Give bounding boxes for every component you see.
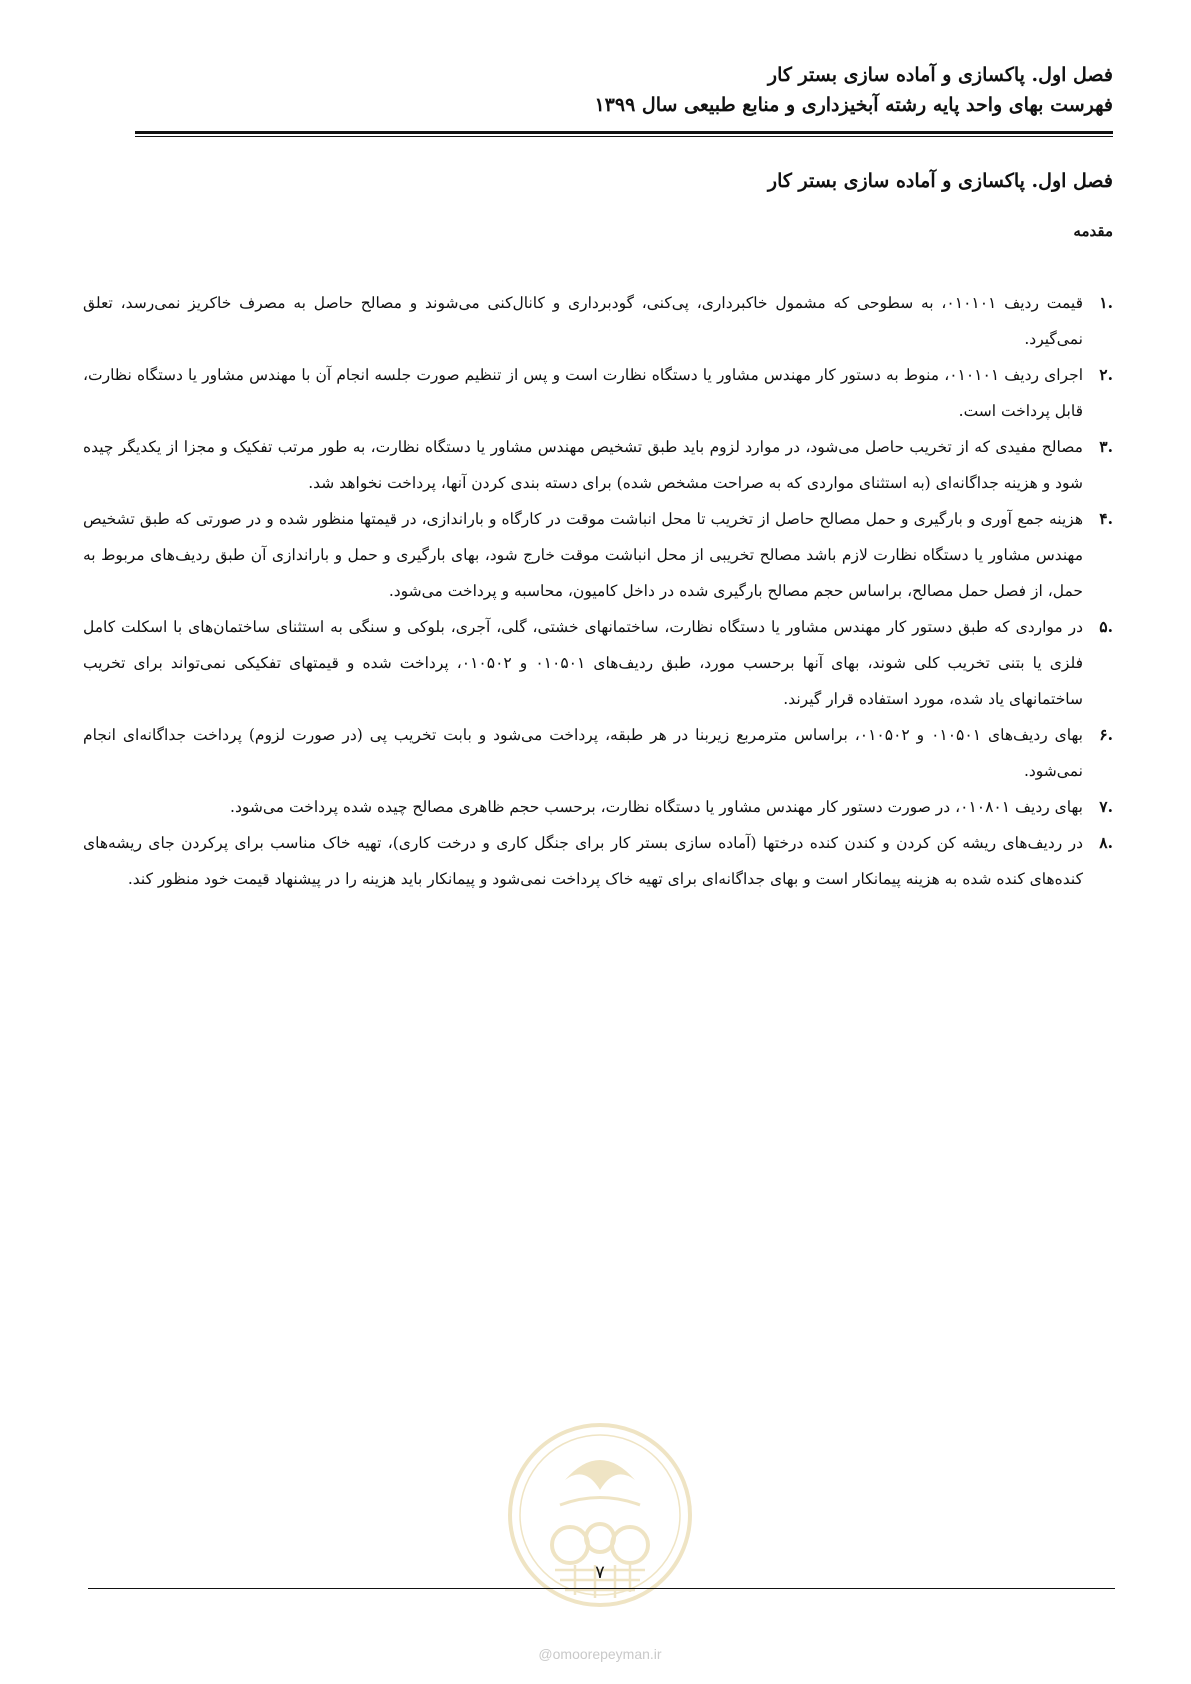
item-number: .۸ [1099,833,1113,852]
page-number: ۷ [595,1562,605,1583]
item-text: بهای ردیف ۰۱۰۸۰۱، در صورت دستور کار مهندس مشاور یا دستگاه نظارت، برحسب حجم ظاهری مصالح چیده شده پرداخت می‌شود. [230,798,1083,816]
header-catalog-title: فهرست بهای واحد پایه رشته آبخیزداری و منابع طبیعی سال ۱۳۹۹ [594,94,1113,116]
list-item [83,285,1113,357]
item-number: .۷ [1099,797,1113,816]
watermark-text: @omoorepeyman.ir [538,1646,662,1662]
item-text: بهای ردیف‌های ۰۱۰۵۰۱ و ۰۱۰۵۰۲، براساس مترمربع زیربنا در هر طبقه، پرداخت می‌شود و بابت تخریب پی (در صورت لزوم) پرداخت جداگانه‌ای انجام نمی‌شود. [83,726,1083,780]
item-number: .۱ [1099,293,1113,312]
list-item [83,429,1113,501]
chapter-title: فصل اول. پاکسازی و آماده سازی بستر کار [767,170,1113,192]
list-item [83,717,1113,789]
item-number: .۲ [1099,365,1113,384]
item-text: هزینه جمع آوری و بارگیری و حمل مصالح حاصل از تخریب تا محل انباشت موقت در کارگاه و باراندازی، در قیمتها منظور شده و در صورتی که طبق تشخیص مهندس مشاور یا دستگاه نظارت لازم باشد مصالح تخریبی از محل انباشت موقت خارج شود، بهای بارگیری و حمل و باراندازی آن طبق ردیف‌های مربوط به حمل، از فصل حمل مصالح، براساس حجم مصالح بارگیری شده در داخل کامیون، محاسبه و پرداخت می‌شود. [83,510,1083,600]
footer-divider [88,1588,1115,1589]
item-number: .۴ [1099,509,1113,528]
item-text: مصالح مفیدی که از تخریب حاصل می‌شود، در موارد لزوم باید طبق تشخیص مهندس مشاور یا دستگاه نظارت، به طور مرتب تفکیک و مجزا از یکدیگر چیده شود و هزینه جداگانه‌ای (به استثنای مواردی که به صراحت مشخص شده) برای دسته بندی کردن آنها، پرداخت نخواهد شد. [83,438,1083,492]
list-item [83,357,1113,429]
rules-list [83,285,1113,897]
page-header [78,60,1113,120]
item-text: اجرای ردیف ۰۱۰۱۰۱، منوط به دستور کار مهندس مشاور یا دستگاه نظارت است و پس از تنظیم صورت جلسه انجام آن با مهندس مشاور یا دستگاه نظارت، قابل پرداخت است. [83,366,1083,420]
item-number: .۳ [1099,437,1113,456]
list-item [83,789,1113,825]
list-item [83,501,1113,609]
item-text: در ردیف‌های ریشه کن کردن و کندن کنده درختها (آماده سازی بستر کار برای جنگل کاری و درخت کاری)، تهیه خاک مناسب برای پرکردن جای ریشه‌های کنده‌های کنده شده به هزینه پیمانکار است و بهای جداگانه‌ای برای تهیه خاک پرداخت نمی‌شود و پیمانکار باید هزینه را در پیشنهاد قیمت خود منظور کند. [83,834,1083,888]
item-number: .۵ [1099,617,1113,636]
item-text: قیمت ردیف ۰۱۰۱۰۱، به سطوحی که مشمول خاکبرداری، پی‌کنی، گودبرداری و کانال‌کنی می‌شوند و مصالح حاصل به مصرف خاکریز نمی‌رسد، تعلق نمی‌گیرد. [83,294,1083,348]
list-item [83,609,1113,717]
item-text: در مواردی که طبق دستور کار مهندس مشاور یا دستگاه نظارت، ساختمانهای خشتی، گلی، آجری، بلوکی و سنگی به استثنای ساختمان‌های با اسکلت کامل فلزی یا بتنی تخریب کلی شوند، بهای آنها برحسب مورد، طبق ردیف‌های ۰۱۰۵۰۱ و ۰۱۰۵۰۲، پرداخت شده و قیمتهای تفکیکی نمی‌تواند برای تخریب ساختمانهای یاد شده، مورد استفاده قرار گیرند. [83,618,1084,708]
header-chapter-title: فصل اول. پاکسازی و آماده سازی بستر کار [767,64,1113,86]
header-divider-thick [135,131,1113,134]
intro-heading: مقدمه [1073,222,1113,240]
header-divider-thin [135,136,1113,137]
list-item [83,825,1113,897]
item-number: .۶ [1099,725,1113,744]
